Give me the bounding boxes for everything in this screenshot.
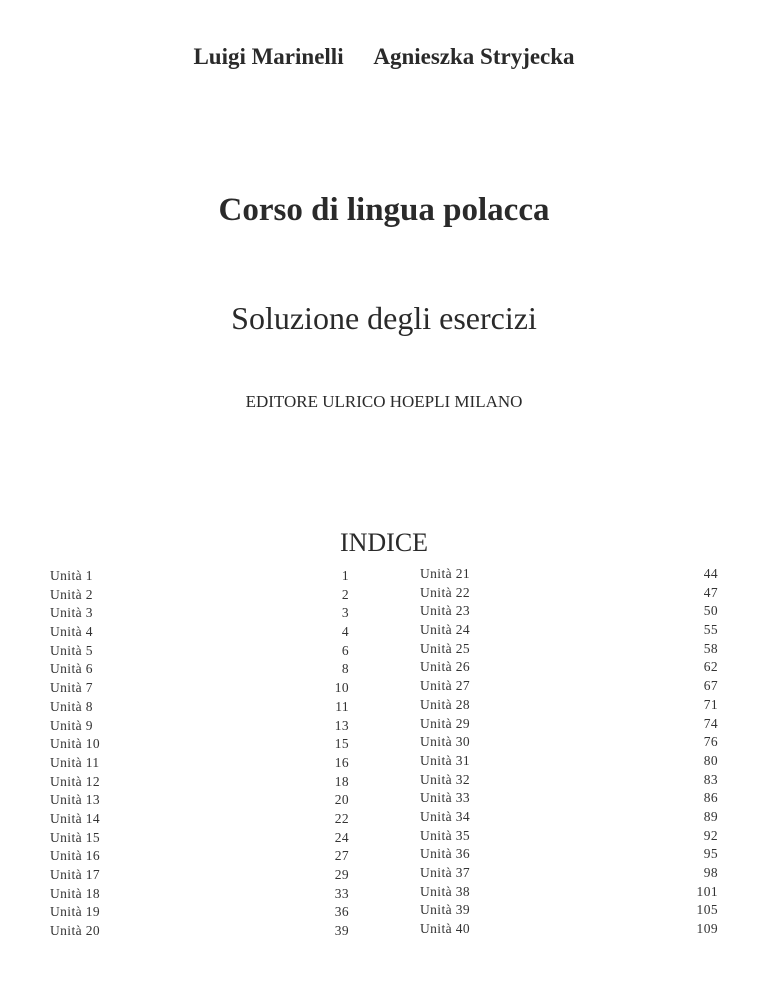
index-page-number: 109 xyxy=(696,921,718,937)
index-unit-label: Unità 1 xyxy=(50,568,93,583)
index-page-number: 2 xyxy=(341,586,349,602)
index-entry xyxy=(50,567,349,586)
index-page-number: 3 xyxy=(341,605,349,621)
index-column-left xyxy=(50,567,349,941)
book-subtitle: Soluzione degli esercizi xyxy=(231,300,537,336)
index-page-number: 71 xyxy=(703,696,718,712)
index-entry xyxy=(420,640,718,659)
index-page-number: 105 xyxy=(696,902,718,918)
index-entry xyxy=(50,903,349,922)
index-entry xyxy=(420,789,718,808)
index-page-number: 80 xyxy=(703,752,718,768)
index-page-number: 62 xyxy=(703,659,718,675)
index-page-number: 55 xyxy=(703,622,718,638)
index-entry xyxy=(50,642,349,661)
index-entry xyxy=(420,920,718,939)
index-entry xyxy=(420,715,718,734)
author-name: Luigi Marinelli xyxy=(193,44,344,69)
index-entry xyxy=(420,808,718,827)
index-unit-label: Unità 35 xyxy=(420,827,471,843)
book-title: Corso di lingua polacca xyxy=(218,192,550,228)
index-entry xyxy=(50,829,349,848)
index-unit-label: Unità 10 xyxy=(50,736,101,752)
index-unit-label: Unità 32 xyxy=(420,771,471,787)
index-page-number: 4 xyxy=(341,624,349,640)
index-entry xyxy=(50,773,349,792)
index-page-number: 1 xyxy=(341,568,349,583)
index-entry xyxy=(420,901,718,920)
index-unit-label: Unità 21 xyxy=(420,566,471,581)
index-unit-label: Unità 37 xyxy=(420,865,471,880)
index-page-number: 24 xyxy=(334,829,349,845)
index-page-number: 83 xyxy=(703,771,718,787)
index-unit-label: Unità 36 xyxy=(420,846,471,862)
index-entry xyxy=(420,883,718,902)
index-unit-label: Unità 17 xyxy=(50,867,101,882)
index-entry xyxy=(50,885,349,904)
index-page-number: 33 xyxy=(334,885,349,901)
index-page-number: 92 xyxy=(703,827,718,843)
index-unit-label: Unità 19 xyxy=(50,904,101,920)
index-unit-label: Unità 23 xyxy=(420,603,471,619)
index-unit-label: Unità 8 xyxy=(50,698,93,714)
index-unit-label: Unità 6 xyxy=(50,661,93,677)
index-page-number: 58 xyxy=(703,640,718,656)
index-entry xyxy=(420,602,718,621)
index-entry xyxy=(420,845,718,864)
index-entry xyxy=(420,771,718,790)
index-unit-label: Unità 3 xyxy=(50,605,93,621)
index-page-number: 67 xyxy=(703,678,718,694)
index-entry xyxy=(50,866,349,885)
index-unit-label: Unità 27 xyxy=(420,678,471,694)
index-page-number: 76 xyxy=(703,734,718,750)
index-unit-label: Unità 30 xyxy=(420,734,471,750)
index-entry xyxy=(50,735,349,754)
index-entry xyxy=(50,754,349,773)
index-unit-label: Unità 25 xyxy=(420,640,471,656)
index-entry xyxy=(420,677,718,696)
index-entry xyxy=(420,827,718,846)
index-column-right xyxy=(420,565,718,939)
index-page-number: 18 xyxy=(334,773,349,789)
index-entry xyxy=(420,733,718,752)
index-entry xyxy=(420,584,718,603)
index-entry xyxy=(50,623,349,642)
index-unit-label: Unità 26 xyxy=(420,659,471,675)
index-page-number: 29 xyxy=(334,867,349,882)
index-heading: INDICE xyxy=(339,528,429,557)
index-page-number: 16 xyxy=(334,754,349,770)
index-page-number: 89 xyxy=(703,808,718,824)
index-unit-label: Unità 4 xyxy=(50,624,93,640)
index-entry xyxy=(420,752,718,771)
index-unit-label: Unità 34 xyxy=(420,808,471,824)
index-page-number: 6 xyxy=(341,642,349,658)
publisher: EDITORE ULRICO HOEPLI MILANO xyxy=(245,392,523,411)
index-entry xyxy=(420,621,718,640)
index-page-number: 98 xyxy=(703,865,718,880)
index-entry xyxy=(50,679,349,698)
index-entry xyxy=(50,847,349,866)
index-page-number: 101 xyxy=(696,883,718,899)
index-page-number: 36 xyxy=(334,904,349,920)
index-unit-label: Unità 2 xyxy=(50,586,93,602)
index-unit-label: Unità 9 xyxy=(50,717,93,733)
index-page-number: 10 xyxy=(334,680,349,696)
index-page-number: 50 xyxy=(703,603,718,619)
index-page-number: 13 xyxy=(334,717,349,733)
index-page-number: 20 xyxy=(334,792,349,808)
index-entry xyxy=(50,791,349,810)
index-unit-label: Unità 29 xyxy=(420,715,471,731)
index-page-number: 15 xyxy=(334,736,349,752)
index-entry xyxy=(50,698,349,717)
index-page-number: 11 xyxy=(335,698,349,714)
index-unit-label: Unità 18 xyxy=(50,885,101,901)
index-unit-label: Unità 22 xyxy=(420,584,471,600)
index-entry xyxy=(50,586,349,605)
author-name: Agnieszka Stryjecka xyxy=(373,44,575,69)
index-unit-label: Unità 13 xyxy=(50,792,101,808)
authors-line xyxy=(0,44,768,70)
index-entry xyxy=(420,658,718,677)
index-entry xyxy=(50,922,349,941)
index-entry xyxy=(50,810,349,829)
index-entry xyxy=(50,604,349,623)
index-page-number: 86 xyxy=(703,790,718,806)
index-unit-label: Unità 5 xyxy=(50,642,93,658)
index-entry xyxy=(420,565,718,584)
index-unit-label: Unità 39 xyxy=(420,902,471,918)
index-unit-label: Unità 40 xyxy=(420,921,471,937)
index-entry xyxy=(420,864,718,883)
index-unit-label: Unità 31 xyxy=(420,752,471,768)
index-unit-label: Unità 24 xyxy=(420,622,471,638)
index-unit-label: Unità 15 xyxy=(50,829,101,845)
index-unit-label: Unità 12 xyxy=(50,773,101,789)
index-unit-label: Unità 16 xyxy=(50,848,101,864)
index-page-number: 22 xyxy=(334,810,349,826)
index-page-number: 74 xyxy=(703,715,718,731)
index-page-number: 95 xyxy=(703,846,718,862)
index-entry xyxy=(420,696,718,715)
index-page-number: 27 xyxy=(334,848,349,864)
index-page-number: 39 xyxy=(334,923,349,939)
index-page-number: 44 xyxy=(703,566,718,581)
index-unit-label: Unità 7 xyxy=(50,680,93,696)
index-entry xyxy=(50,660,349,679)
index-unit-label: Unità 20 xyxy=(50,923,101,939)
index-unit-label: Unità 11 xyxy=(50,754,100,770)
index-page-number: 47 xyxy=(703,584,718,600)
index-page-number: 8 xyxy=(341,661,349,677)
index-unit-label: Unità 14 xyxy=(50,810,101,826)
index-unit-label: Unità 33 xyxy=(420,790,471,806)
index-unit-label: Unità 38 xyxy=(420,883,471,899)
index-entry xyxy=(50,717,349,736)
index-unit-label: Unità 28 xyxy=(420,696,471,712)
